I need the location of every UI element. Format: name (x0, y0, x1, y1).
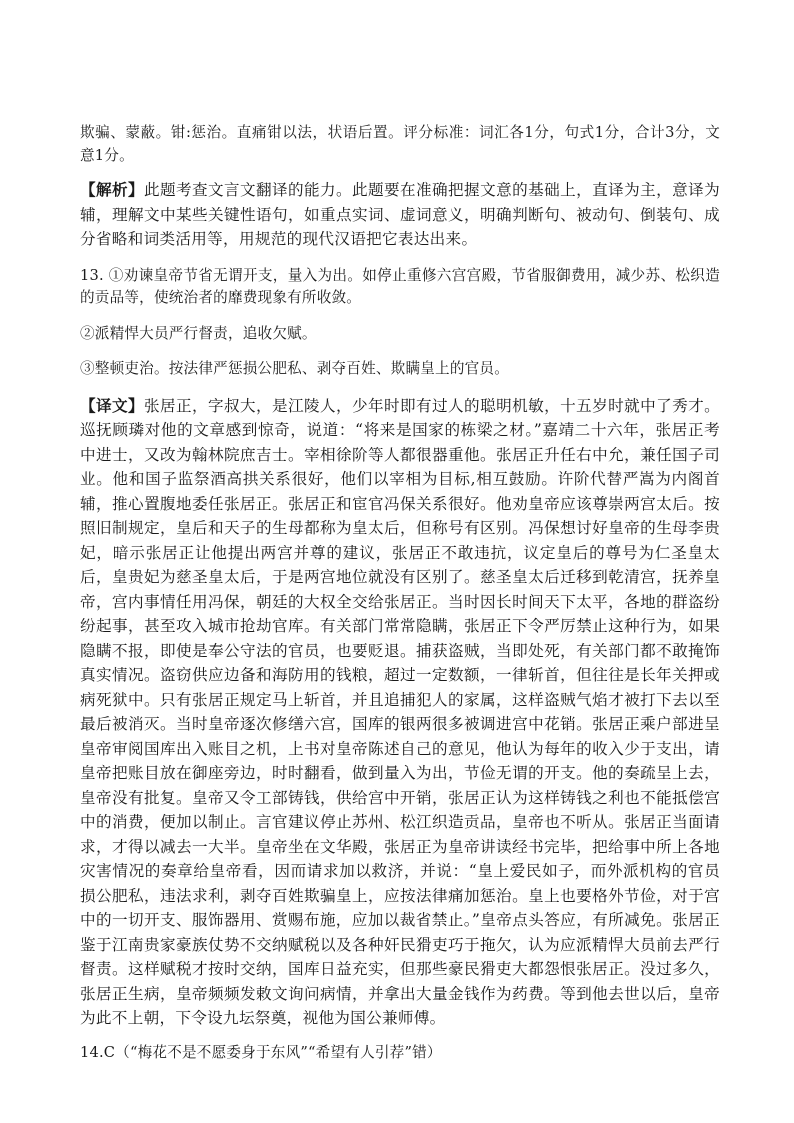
translation-paragraph (80, 394, 720, 1031)
spacer (80, 381, 720, 394)
q13-item-1: 13. ①劝谏皇帝节省无谓开支，量入为出。如停止重修六宫宫殿，节省服御费用，减少苏、松织造的贡品等，使统治者的靡费现象有所收敛。 (80, 266, 720, 306)
analysis-text: 此题考查文言文翻译的能力。此题要在准确把握文意的基础上，直译为主，意译为辅，理解文中某些关键性语句，如重点实词、虚词意义，明确判断句、被动句、倒装句、成分省略和词类活用等，用规范的现代汉语把它表达出来。 (80, 181, 720, 248)
translation-text: 张居正，字叔大，是江陵人，少年时即有过人的聪明机敏，十五岁时就中了秀才。巡抚顾璘对他的文章感到惊奇，说道：“将来是国家的栋梁之材。”嘉靖二十六年，张居正考中进士，又改为翰林院庶吉士。宰相徐阶等人都很器重他。张居正升任右中允，兼任国子司业。他和国子监祭酒高拱关系很好，他们以宰相为目标,相互鼓励。许阶代替严嵩为内阁首辅，推心置腹地委任张居正。张居正和宦官冯保关系很好。他劝皇帝应该尊崇两宫太后。按照旧制规定，皇后和天子的生母都称为皇太后，但称号有区别。冯保想讨好皇帝的生母李贵妃，暗示张居正让他提出两宫并尊的建议，张居正不敢违抗，议定皇后的尊号为仁圣皇太后，皇贵妃为慈圣皇太后，于是两宫地位就没有区别了。慈圣皇太后迁移到乾清宫，抚养皇帝，宫内事情任用冯保，朝廷的大权全交给张居正。当时因长时间天下太平，各地的群盗纷纷起事，甚至攻入城市抢劫官库。有关部门常常隐瞒，张居正下令严厉禁止这种行为，如果隐瞒不报，即使是奉公守法的官员，也要贬退。捕获盗贼，当即处死，有关部门都不敢掩饰真实情况。盗窃供应边备和海防用的钱粮，超过一定数额，一律斩首，但往往是长年关押或病死狱中。只有张居正规定马上斩首，并且追捕犯人的家属，这样盗贼气焰才被打下去以至最后被消灭。当时皇帝逐次修缮六宫，国库的银两很多被调进宫中花销。张居正乘户部进呈皇帝审阅国库出入账目之机，上书对皇帝陈述自己的意见，他认为每年的收入少于支出，请皇帝把账目放在御座旁边，时时翻看，做到量入为出，节俭无谓的开支。他的奏疏呈上去，皇帝没有批复。皇帝又令工部铸钱，供给宫中开销，张居正认为这样铸钱之利也不能抵偿宫中的消费，便加以制止。言官建议停止苏州、松江织造贡品，皇帝也不听从。张居正当面请求，才得以减去一大半。皇帝坐在文华殿，张居正为皇帝讲读经书完毕，把给事中所上各地灾害情况的奏章给皇帝看，因而请求加以救济，并说：“皇上爱民如子，而外派机构的官员损公肥私，违法求利，剥夺百姓欺骗皇上，应按法律痛加惩治。皇上也要格外节俭，对于宫中的一切开支、服饰器用、赏赐布施，应加以裁省禁止。”皇帝点头答应，有所减免。张居正鉴于江南贵家豪族仗势不交纳赋税以及各种奸民猾吏巧于拖欠，认为应派精悍大员前去严行督责。这样赋税才按时交纳，国库日益充实，但那些豪民猾吏大都怨恨张居正。没过多久，张居正生病，皇帝频频发敕文询问病情，并拿出大量金钱作为药费。等到他去世以后，皇帝为此不上朝，下令设九坛祭奠，视他为国公兼师傅。 (80, 396, 720, 1027)
spacer (80, 252, 720, 265)
q13-item-3: ③整顿吏治。按法律严惩损公肥私、剥夺百姓、欺瞒皇上的官员。 (80, 360, 510, 377)
q13-item-2: ②派精悍大员严行督责，追收欠赋。 (80, 324, 317, 342)
answer-12-tail: 欺骗、蒙蔽。钳:惩治。直痛钳以法，状语后置。评分标准：词汇各1分，句式1分，合计3分，文意1分。 (80, 124, 720, 164)
spacer (80, 167, 720, 178)
spacer (80, 310, 720, 323)
spacer (80, 345, 720, 358)
translation-label: 【译文】 (80, 395, 145, 415)
analysis-paragraph (80, 178, 720, 252)
q14-answer: 14.C（“梅花不是不愿委身于东风”“希望有人引荐”错） (80, 1043, 442, 1061)
analysis-label: 【解析】 (80, 180, 145, 199)
spacer (80, 1031, 720, 1042)
document-page (80, 122, 720, 1064)
